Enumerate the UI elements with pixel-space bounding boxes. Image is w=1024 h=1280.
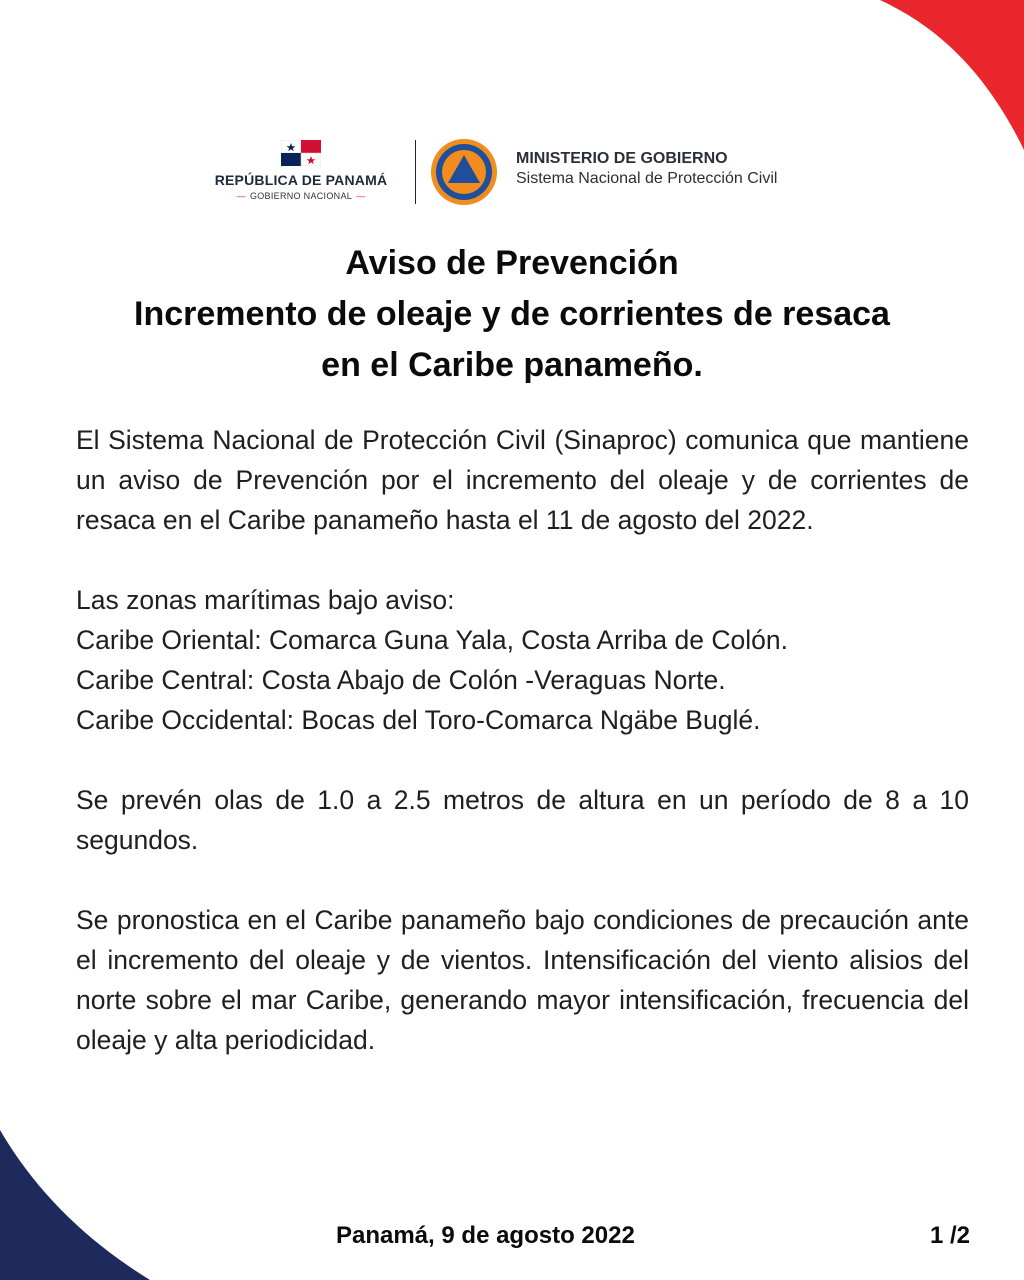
gobierno-nacional-label: — GOBIERNO NACIONAL — bbox=[236, 191, 366, 201]
header-divider bbox=[415, 140, 416, 204]
notice-title bbox=[0, 238, 1024, 391]
title-line-1: Aviso de Prevención bbox=[345, 244, 679, 282]
paragraph-intro: El Sistema Nacional de Protección Civil (Sinaproc) comunica que mantiene un aviso de Prevención por el incremento del oleaje y de corrientes de resaca en el Caribe panameño hasta el 11 de agosto del 2022. bbox=[76, 425, 969, 535]
zone-central: Caribe Central: Costa Abajo de Colón -Veraguas Norte. bbox=[76, 665, 726, 695]
zone-occidental: Caribe Occidental: Bocas del Toro-Comarca Ngäbe Buglé. bbox=[76, 705, 761, 735]
panama-flag-icon bbox=[281, 140, 321, 166]
header-logos bbox=[0, 138, 1024, 210]
paragraph-forecast: Se pronostica en el Caribe panameño bajo condiciones de precaución ante el incremento del oleaje y de vientos. Intensificación del viento alisios del norte sobre el mar Caribe, generando mayor intensificación, frecuencia del oleaje y alta periodicidad. bbox=[76, 905, 969, 1055]
zone-oriental: Caribe Oriental: Comarca Guna Yala, Costa Arriba de Colón. bbox=[76, 625, 788, 655]
ministerio-logo bbox=[516, 150, 777, 188]
civil-protection-seal-icon bbox=[430, 138, 498, 206]
title-line-3: en el Caribe panameño. bbox=[321, 346, 703, 384]
sistema-name: Sistema Nacional de Protección Civil bbox=[516, 170, 778, 187]
zones-heading: Las zonas marítimas bajo aviso: bbox=[76, 585, 455, 615]
title-line-2: Incremento de oleaje y de corrientes de resaca bbox=[134, 295, 890, 333]
republica-logo bbox=[196, 138, 406, 201]
notice-body bbox=[76, 420, 969, 1060]
footer-date: Panamá, 9 de agosto 2022 bbox=[336, 1222, 635, 1249]
ministerio-name: MINISTERIO DE GOBIERNO bbox=[516, 150, 728, 167]
republica-name: REPÚBLICA DE PANAMÁ bbox=[214, 172, 388, 188]
page-indicator: 1 /2 bbox=[929, 1222, 970, 1249]
paragraph-waves: Se prevén olas de 1.0 a 2.5 metros de altura en un período de 8 a 10 segundos. bbox=[76, 785, 969, 855]
